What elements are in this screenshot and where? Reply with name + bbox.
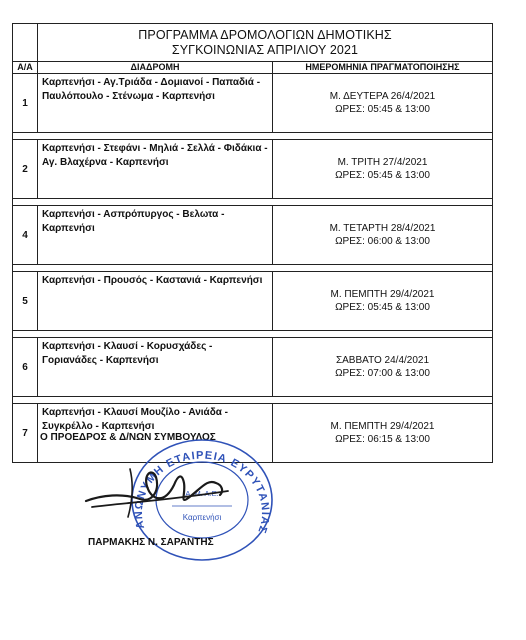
row-number: 4 bbox=[13, 206, 38, 265]
row-number: 7 bbox=[13, 404, 38, 463]
service-day: ΣΑΒΒΑΤΟ 24/4/2021 bbox=[335, 355, 430, 366]
table-row bbox=[13, 206, 493, 265]
stamp-inner-line-2: Καρπενήσι bbox=[182, 513, 222, 522]
row-number: 6 bbox=[13, 338, 38, 397]
route-cell: Καρπενήσι - Ασπρόπυργος - Βελωτα - Καρπενήσι bbox=[38, 206, 273, 265]
date-cell bbox=[273, 140, 493, 199]
service-hours: ΩΡΕΣ: 06:15 & 13:00 bbox=[335, 434, 430, 445]
row-spacer-cell bbox=[13, 199, 493, 206]
service-hours: ΩΡΕΣ: 05:45 & 13:00 bbox=[335, 170, 430, 181]
schedule-rows bbox=[13, 74, 493, 463]
row-spacer-cell bbox=[13, 397, 493, 404]
header-row bbox=[13, 62, 493, 74]
schedule-table bbox=[12, 23, 493, 463]
row-number: 5 bbox=[13, 272, 38, 331]
table-row bbox=[13, 140, 493, 199]
service-hours: ΩΡΕΣ: 07:00 & 13:00 bbox=[335, 368, 430, 379]
service-day: Μ. ΠΕΜΠΤΗ 29/4/2021 bbox=[330, 421, 435, 432]
route-cell: Καρπενήσι - Προυσός - Καστανιά - Καρπενήσι bbox=[38, 272, 273, 331]
header-aa: Α/Α bbox=[13, 62, 38, 74]
date-cell bbox=[273, 404, 493, 463]
title-line-1: ΠΡΟΓΡΑΜΜΑ ΔΡΟΜΟΛΟΓΙΩΝ ΔΗΜΟΤΙΚΗΣ bbox=[138, 27, 392, 42]
row-spacer bbox=[13, 265, 493, 272]
title-row bbox=[13, 24, 493, 62]
row-spacer bbox=[13, 199, 493, 206]
table-row bbox=[13, 338, 493, 397]
date-cell bbox=[273, 74, 493, 133]
header-route: ΔΙΑΔΡΟΜΗ bbox=[38, 62, 273, 74]
service-day: Μ. ΔΕΥΤΕΡΑ 26/4/2021 bbox=[329, 91, 436, 102]
row-spacer-cell bbox=[13, 331, 493, 338]
date-cell bbox=[273, 272, 493, 331]
service-hours: ΩΡΕΣ: 06:00 & 13:00 bbox=[335, 236, 430, 247]
table-row bbox=[13, 272, 493, 331]
title-line-2: ΣΥΓΚΟΙΝΩΝΙΑΣ ΑΠΡΙΛΙΟΥ 2021 bbox=[171, 42, 359, 57]
route-cell: Καρπενήσι - Κλαυσί - Κορυσχάδες - Γοριανάδες - Καρπενήσι bbox=[38, 338, 273, 397]
row-spacer-cell bbox=[13, 133, 493, 140]
service-hours: ΩΡΕΣ: 05:45 & 13:00 bbox=[335, 302, 430, 313]
date-cell bbox=[273, 206, 493, 265]
service-day: Μ. ΠΕΜΠΤΗ 29/4/2021 bbox=[330, 289, 435, 300]
document-title bbox=[38, 24, 493, 62]
stamp-inner-line-1: Α. Μ. Α.Ε. bbox=[185, 489, 219, 498]
signatory-role: Ο ΠΡΟΕΔΡΟΣ & Δ/ΝΩΝ ΣΥΜΒΟΥΛΟΣ bbox=[40, 432, 216, 443]
title-blank-cell bbox=[13, 24, 38, 62]
date-cell bbox=[273, 338, 493, 397]
row-spacer bbox=[13, 133, 493, 140]
row-number: 2 bbox=[13, 140, 38, 199]
row-number: 1 bbox=[13, 74, 38, 133]
row-spacer bbox=[13, 331, 493, 338]
table-row bbox=[13, 74, 493, 133]
service-day: Μ. ΤΡΙΤΗ 27/4/2021 bbox=[337, 157, 428, 168]
header-date: ΗΜΕΡΟΜΗΝΙΑ ΠΡΑΓΜΑΤΟΠΟΙΗΣΗΣ bbox=[273, 62, 493, 74]
signatory-name: ΠΑΡΜΑΚΗΣ Ν. ΣΑΡΑΝΤΗΣ bbox=[88, 537, 214, 548]
stamp-ring-text: ΑΝΩΝΥΜΗ ΕΤΑΙΡΕΙΑ ΕΥΡΥΤΑΝΙΑΣ bbox=[132, 449, 272, 536]
service-day: Μ. ΤΕΤΑΡΤΗ 28/4/2021 bbox=[329, 223, 436, 234]
route-cell: Καρπενήσι - Αγ.Τριάδα - Δομιανοί - Παπαδιά - Παυλόπουλο - Στένωμα - Καρπενήσι bbox=[38, 74, 273, 133]
row-spacer-cell bbox=[13, 265, 493, 272]
route-cell: Καρπενήσι - Κλαυσί Μουζίλο - Ανιάδα - Συγκρέλλο - Καρπενήσι bbox=[38, 404, 273, 463]
route-cell: Καρπενήσι - Στεφάνι - Μηλιά - Σελλά - Φιδάκια - Αγ. Βλαχέρνα - Καρπενήσι bbox=[38, 140, 273, 199]
row-spacer bbox=[13, 397, 493, 404]
service-hours: ΩΡΕΣ: 05:45 & 13:00 bbox=[335, 104, 430, 115]
handwritten-signature bbox=[82, 455, 232, 525]
